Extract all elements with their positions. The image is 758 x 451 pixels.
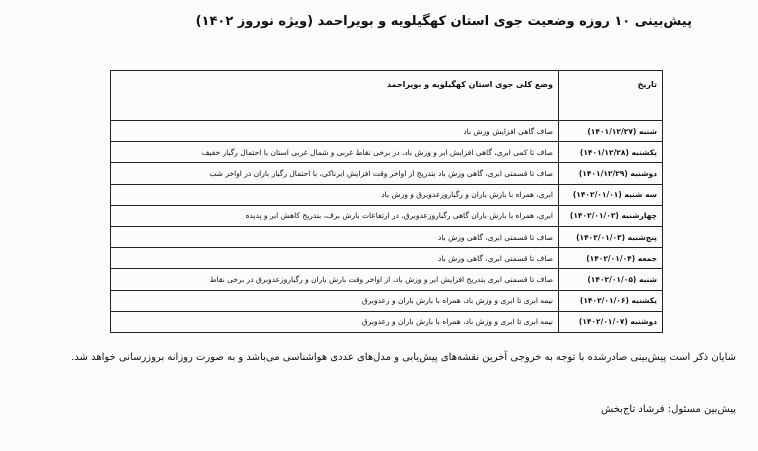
date-cell: چهارشنبه (۱۴۰۲/۰۱/۰۲) (559, 205, 663, 226)
description-cell: صاف تا قسمتی ابری، گاهی وزش باد (111, 248, 559, 269)
description-cell: نیمه ابری تا ابری و وزش باد، همراه با بارش باران و رعدوبرق (111, 311, 559, 332)
forecaster-signature: پیش‌بین مسئول: فرشاد تاج‌بخش (600, 404, 736, 415)
forecast-table (110, 70, 663, 333)
date-cell: شنبه (۱۴۰۱/۱۲/۲۷) (559, 121, 663, 142)
description-cell: ابری، همراه با بارش باران گاهی رگباروزعدوبرق، در ارتفاعات بارش برف، بتدریج کاهش ابر و پدیده (111, 205, 559, 226)
date-cell: پنج‌شنبه (۱۴۰۲/۰۱/۰۳) (559, 226, 663, 247)
document-title: پیش‌بینی ۱۰ روزه وضعیت جوی استان کهگیلویه و بویراحمد (ویژه نوروز ۱۴۰۲) (195, 14, 692, 29)
description-cell: صاف گاهی افزایش وزش باد (111, 121, 559, 142)
description-cell: صاف تا قسمتی ابری، گاهی وزش باد (111, 226, 559, 247)
description-cell: صاف تا قسمتی ابری بتدریج افزایش ابر و وزش باد، از اواخر وقت بارش باران و رگباروزعدوبرق در برخی نقاط (111, 269, 559, 290)
table-row (111, 142, 663, 163)
header-description: وضع کلی جوی استان کهگیلویه و بویراحمد (111, 71, 559, 121)
description-cell: نیمه ابری تا ابری و وزش باد، همراه با بارش باران و رعدوبرق (111, 290, 559, 311)
date-cell: سه شنبه (۱۴۰۲/۰۱/۰۱) (559, 184, 663, 205)
header-date: تاریخ (559, 71, 663, 121)
forecast-note: شایان ذکر است پیش‌بینی صادرشده با توجه به خروجی آخرین نقشه‌های پیش‌یابی و مدل‌های عددی هواشناسی می‌باشد و به صورت روزانه بروزرسانی خواهد شد. (71, 352, 736, 363)
table-row (111, 163, 663, 184)
table-header-row (111, 71, 663, 121)
date-cell: شنبه (۱۴۰۲/۰۱/۰۵) (559, 269, 663, 290)
date-cell: یکشنبه (۱۴۰۲/۰۱/۰۶) (559, 290, 663, 311)
description-cell: صاف تا قسمتی ابری، گاهی وزش باد بتدریج از اواخر وقت افزایش ابرناکی، با احتمال رگبار باران در اواخر شب (111, 163, 559, 184)
date-cell: دوشنبه (۱۴۰۲/۰۱/۰۷) (559, 311, 663, 332)
forecast-table-body (111, 121, 663, 333)
table-row (111, 226, 663, 247)
date-cell: یکشنبه (۱۴۰۱/۱۲/۲۸) (559, 142, 663, 163)
table-row (111, 290, 663, 311)
table-row (111, 269, 663, 290)
table-row (111, 311, 663, 332)
date-cell: دوشنبه (۱۴۰۱/۱۲/۲۹) (559, 163, 663, 184)
description-cell: ابری، همراه با بارش باران و رگباروزعدوبرق و وزش باد (111, 184, 559, 205)
table-row (111, 184, 663, 205)
date-cell: جمعه (۱۴۰۲/۰۱/۰۴) (559, 248, 663, 269)
table-row (111, 248, 663, 269)
description-cell: صاف تا کمی ابری، گاهی افزایش ابر و وزش باد، در برخی نقاط غربی و شمال غربی استان با احتمال رگبار خفیف (111, 142, 559, 163)
table-row (111, 205, 663, 226)
table-row (111, 121, 663, 142)
